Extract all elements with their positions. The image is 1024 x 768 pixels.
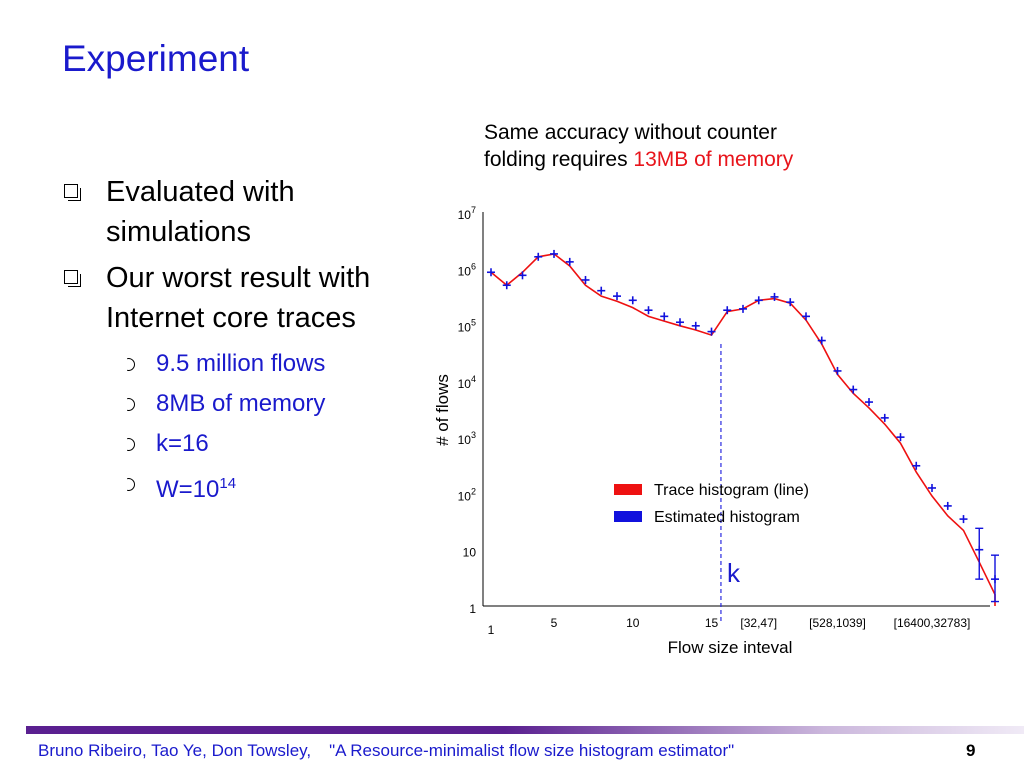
page-number: 9	[966, 741, 976, 760]
x-tick-label: [16400,32783]	[893, 616, 971, 630]
footer-paper-title: "A Resource-minimalist flow size histogram estimator"	[329, 741, 735, 760]
x-tick-label: [32,47]	[740, 616, 778, 630]
footer-authors: Bruno Ribeiro, Tao Ye, Don Towsley,	[38, 741, 312, 760]
k-annotation-label: k	[726, 558, 740, 588]
y-tick-label: $10^4$	[457, 373, 476, 391]
y-tick-label: $10^7$	[457, 205, 476, 222]
footer-citation	[38, 741, 734, 761]
caption-highlight: 13MB of memory	[633, 148, 794, 171]
y-tick-label: $10^3$	[457, 430, 476, 448]
bullet-text: Our worst result with Internet core traces	[106, 262, 371, 334]
y-tick-label: $10^5$	[457, 317, 476, 335]
caption-line-1: Same accuracy without counter	[484, 121, 777, 144]
x-tick-label: 5	[550, 616, 558, 630]
sub-bullet-text: 8MB of memory	[156, 390, 326, 417]
y-tick-label: $10^2$	[457, 486, 476, 504]
x-axis-label: Flow size inteval	[667, 638, 793, 657]
caption-line-2: folding requires 13MB of memory	[484, 148, 794, 171]
footer-bar	[26, 726, 1024, 734]
x-tick-label: 15	[704, 616, 719, 630]
x-tick-label: 1	[487, 623, 495, 637]
legend-swatch-estimated	[614, 511, 642, 522]
y-tick-label: $10^6$	[457, 261, 476, 279]
legend-swatch-trace	[614, 484, 642, 495]
legend-label-estimated: Estimated histogram	[654, 509, 800, 526]
slide-title: Experiment	[62, 38, 250, 79]
y-axis-label: # of flows	[433, 374, 452, 446]
x-tick-label: [528,1039]	[809, 616, 866, 630]
y-tick-label: 10	[462, 545, 476, 560]
legend-label-trace: Trace histogram (line)	[654, 482, 810, 499]
exponent: 14	[219, 475, 237, 492]
x-tick-label: 10	[626, 616, 640, 630]
y-tick-label: 1	[469, 602, 476, 616]
sub-bullet-text: k=16	[156, 430, 209, 457]
sub-bullet-text: 9.5 million flows	[156, 350, 326, 377]
bullet-text: Evaluated with simulations	[106, 176, 295, 248]
sub-bullet-text: $W=10^{14}$	[156, 475, 237, 503]
